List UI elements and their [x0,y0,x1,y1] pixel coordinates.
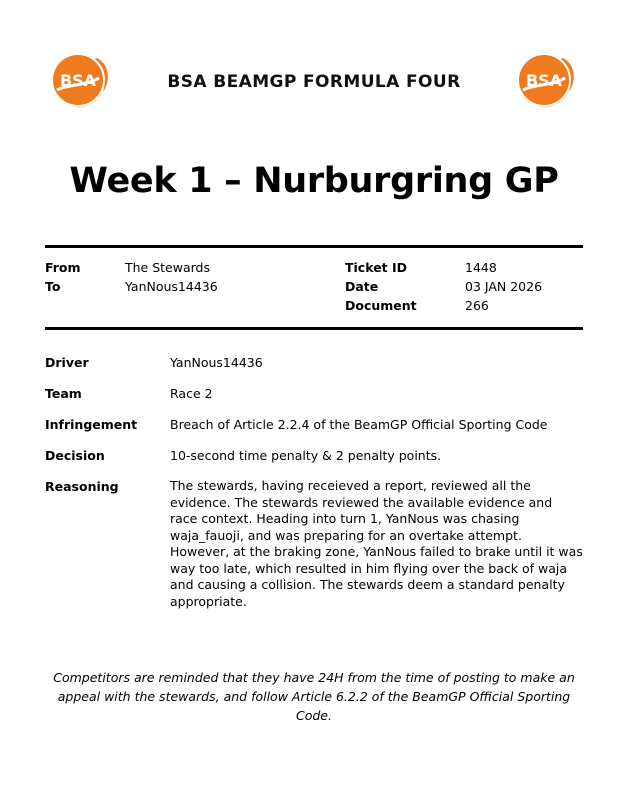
detail-row-team [45,385,583,403]
meta-column-left [45,258,345,315]
meta-value-to: YanNous14436 [125,279,218,294]
meta-value-from: The Stewards [125,260,210,275]
detail-value-team: Race 2 [170,386,213,401]
meta-label-from: From [45,260,81,275]
svg-text:BSA: BSA [59,71,97,90]
divider-bottom [45,327,583,330]
detail-row-driver [45,354,583,372]
detail-value-decision: 10-second time penalty & 2 penalty points. [170,448,442,463]
meta-label-document: Document [345,298,417,313]
detail-row-reasoning [45,478,583,610]
detail-row-infringement [45,416,583,434]
page-title: BSA BEAMGP FORMULA FOUR [167,72,461,92]
meta-label-to: To [45,279,61,294]
meta-block [45,248,583,327]
svg-text:BSA: BSA [525,71,563,90]
meta-label-ticket-id: Ticket ID [345,260,408,275]
meta-value-date: 03 JAN 2026 [465,279,543,294]
meta-value-ticket-id: 1448 [465,260,497,275]
footer-note: Competitors are reminded that they have 24H from the time of posting to make an appeal with the stewards, and follow Article 6.2.2 of the BeamGP Official Sporting Code. [53,670,575,723]
meta-label-date: Date [345,279,379,294]
meta-right-labels [345,258,465,315]
document-header [45,0,583,118]
document-title: Week 1 – Nurburgring GP [69,161,559,201]
bsa-logo-right [511,46,583,118]
bsa-logo-left [45,46,117,118]
meta-value-document: 266 [465,298,489,313]
detail-row-decision [45,447,583,465]
detail-label-team: Team [45,386,82,401]
details-table [45,354,583,610]
meta-right-values [465,258,542,315]
detail-label-infringement: Infringement [45,417,138,432]
detail-label-decision: Decision [45,448,105,463]
detail-value-reasoning: The stewards, having receieved a report, reviewed all the evidence. The stewards reviewed the available evidence and race context. Heading into turn 1, YanNous was chasing waja_fauoji, and was preparing for an overtake attempt. However, at the braking zone, YanNous failed to brake until it was way too late, which resulted in him flying over the back of waja and causing a collision. The stewards deem a standard penalty appropriate. [170,478,583,609]
meta-left-labels [45,258,125,315]
meta-column-right [345,258,583,315]
detail-value-infringement: Breach of Article 2.2.4 of the BeamGP Official Sporting Code [170,417,548,432]
detail-value-driver: YanNous14436 [170,355,263,370]
detail-label-driver: Driver [45,355,89,370]
meta-left-values [125,258,218,315]
detail-label-reasoning: Reasoning [45,479,119,494]
